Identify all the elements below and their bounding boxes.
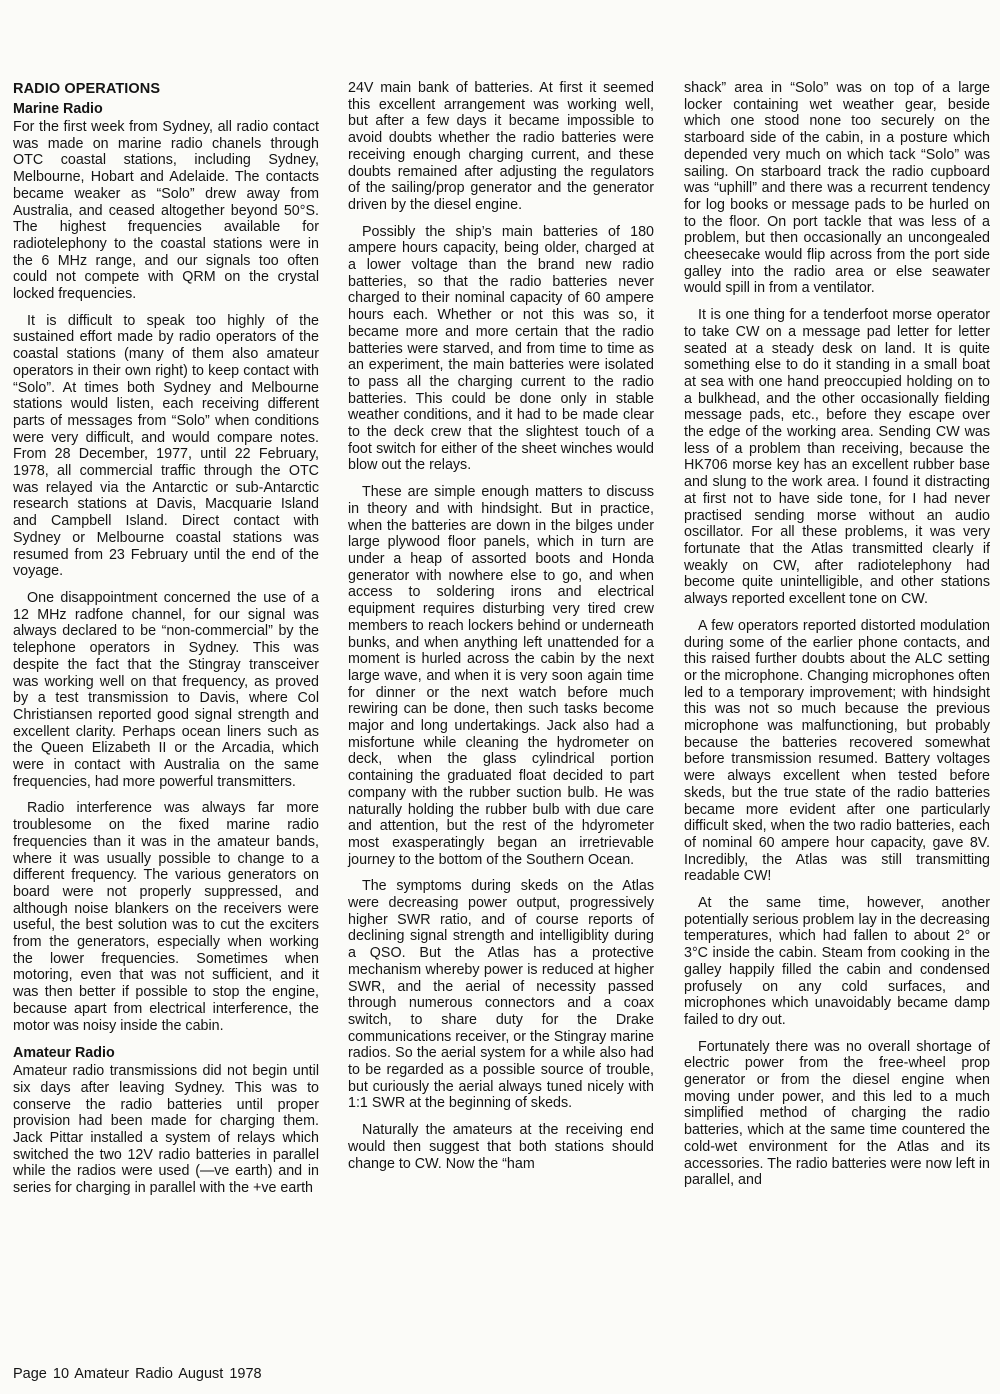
paragraph: At the same time, however, another potentially serious problem lay in the decreasing temperatures, which had fallen to about 2° or 3°C inside the cabin. Steam from cooking in the galley happily filled the cabin and condensed profusely on any cold surfaces, and microphones which unavoidably became damp failed to dry out. xyxy=(684,895,990,1028)
paragraph: For the first week from Sydney, all radio contact was made on marine radio chanels through OTC coastal stations, including Sydney, Melbourne, Hobart and Adelaide. The contacts became weaker as “Solo” drew away from Australia, and ceased altogether beyond 50°S. The highest frequencies available for radiotelephony to the coastal stations were in the 6 MHz range, and our signals too often could not compete with QRM on the crystal locked frequencies. xyxy=(13,119,319,303)
paragraph: 24V main bank of batteries. At first it seemed this excellent arrangement was working well, but after a few days it became impossible to avoid doubts whether the radio batteries were receiving enough charging current, and these doubts remained after adjusting the regulators of the sailing/prop generator and the generator driven by the diesel engine. xyxy=(348,80,654,213)
subheading-marine-radio: Marine Radio xyxy=(13,101,103,117)
paragraph: shack” area in “Solo” was on top of a large locker containing wet weather gear, beside which one stood none too securely on the starboard side of the cabin, in a posture which depended very much on which tack “Solo” was sailing. On starboard track the radio cupboard was “uphill” and there was a recurrent tendency for log books or message pads to be hurled on to the floor. On port tackle that was less of a problem, but then occasionally an uncongealed cheesecake would flip across from the port side galley into the radio area or else seawater would spill in from a ventilator. xyxy=(684,80,990,297)
page-footer: Page 10 Amateur Radio August 1978 xyxy=(13,1366,262,1382)
column-1 xyxy=(13,80,319,1207)
paragraph: Naturally the amateurs at the receiving end would then suggest that both stations should change to CW. Now the “ham xyxy=(348,1122,654,1172)
section-title: RADIO OPERATIONS xyxy=(13,81,161,97)
paragraph: These are simple enough matters to discuss in theory and with hindsight. But in practice, when the batteries are down in the bilges under large plywood floor panels, which in turn are under a heap of assorted boots and Honda generator with nowhere else to go, and when access to soldering irons and electrical equipment requires disturbing very tired crew members to reach lockers behind or underneath bunks, and when anything left unattended for a moment is hurled across the cabin by the next large wave, and when it is very soon again time for dinner or the next watch before much rewiring can be done, then such tasks become major and long undertakings. Jack also had a misfortune while cleaning the hydrometer on deck, when the glass cylindrical portion containing the graduated float decided to part company with the rubber suction bulb. He was naturally holding the rubber bulb with due care and attention, but the rest of the hdyrometer most exasperatingly began an irretrievable journey to the bottom of the Southern Ocean. xyxy=(348,484,654,868)
paragraph: Radio interference was always far more troublesome on the fixed marine radio frequencies than it was in the amateur bands, where it was usually possible to change to a different frequency. The various generators on board were not properly suppressed, and although noise blankers on the receivers were useful, the best solution was to cut the exciters from the generators, especially when working the lower frequencies. Sometimes when motoring, even that was not sufficient, and it was then better if possible to stop the engine, because apart from electrical interference, the motor was noisy inside the cabin. xyxy=(13,800,319,1034)
paragraph: The symptoms during skeds on the Atlas were decreasing power output, progressively higher SWR ratio, and of course reports of declining signal strength and intelligiblity during a QSO. But the Atlas has a protective mechanism whereby power is reduced at higher SWR, and the aerial of necessity passed through numerous connectors and a coax switch, to share duty for the Drake communications receiver, or the Stingray marine radios. So the aerial system for a while also had to be regarded as a possible source of trouble, but curiously the aerial always tuned nicely with 1:1 SWR at the beginning of skeds. xyxy=(348,878,654,1112)
paragraph: Amateur radio transmissions did not begin until six days after leaving Sydney. This was to conserve the radio batteries until proper provision had been made for charging them. Jack Pittar installed a system of relays which switched the two 12V radio batteries in parallel while the radios were used (—ve earth) and in series for charging in parallel with the +ve earth xyxy=(13,1063,319,1197)
paragraph: It is one thing for a tenderfoot morse operator to take CW on a message pad letter for letter seated at a steady desk on land. It is quite something else to do it standing in a small boat at sea with one hand preoccupied holding on to a bulkhead, and the other occasionally fielding message pads, etc., before they escape over the edge of the working area. Sending CW was less of a problem than receiving, because the HK706 morse key has an excellent rubber base and slung to the work area. I found it distracting at first not to have side tone, for I had never practised sending morse without an audio oscillator. For all these problems, it was very fortunate that the Atlas transmitted clearly if weakly on CW, after radiotelephony had become quite unintelligible, and other stations always reported excellent tone on CW. xyxy=(684,307,990,608)
paragraph: Possibly the ship’s main batteries of 180 ampere hours capacity, being older, charged at a lower voltage than the brand new radio batteries, so that the radio batteries never charged to their nominal capacity of 60 ampere hours each. Whether or not this was so, it became more and more certain that the radio batteries were starved, and from time to time as an experiment, the main batteries were isolated to pass all the charging current to the radio batteries. This could be done only in stable weather conditions, and it had to be made clear to the deck crew that the slightest touch of a foot switch for either of the sheet winches would blow out the relays. xyxy=(348,223,654,474)
column-3 xyxy=(684,80,990,1199)
column-2 xyxy=(348,80,654,1182)
paragraph: It is difficult to speak too highly of the sustained effort made by radio operators of the coastal stations (many of them also amateur operators in their own right) to keep contact with “Solo”. At times both Sydney and Melbourne stations would listen, each receiving different parts of messages from “Solo” when conditions were very difficult, and would compare notes. From 28 December, 1977, until 22 February, 1978, all commercial traffic through the OTC was relayed via the Antarctic or sub-Antarctic research stations at Davis, Macquarie Island and Campbell Island. Direct contact with Sydney or Melbourne coastal stations was resumed from 23 February until the end of the voyage. xyxy=(13,312,319,580)
paragraph: A few operators reported distorted modulation during some of the earlier phone contacts, and this raised further doubts about the ALC setting or the microphone. Changing microphones often led to a temporary improvement; with hindsight this was not so much because the previous microphone was malfunctioning, but probably because the batteries recovered somewhat before transmission resumed. Battery voltages were always excellent when tested before skeds, but the true state of the radio batteries became more evident after one particularly difficult sked, when the two radio batteries, each of nominal 60 ampere hour capacity, gave 8V. Incredibly, the Atlas was still transmitting readable CW! xyxy=(684,617,990,885)
subheading-amateur-radio: Amateur Radio xyxy=(13,1045,115,1062)
paragraph: Fortunately there was no overall shortage of electric power from the free-wheel prop generator or from the diesel engine when moving under power, and this led to a much simplified method of charging the radio batteries, which at the same time countered the cold-wet environment for the Atlas and its accessories. The radio batteries were now left in parallel, and xyxy=(684,1038,990,1189)
paragraph: One disappointment concerned the use of a 12 MHz radfone channel, for our signal was always declared to be “non-commercial” by the telephone operators in Sydney. This was despite the fact that the Stingray transceiver was working well on that frequency, as proved by a test transmission to Davis, where Col Christiansen reported good signal strength and excellent clarity. Perhaps ocean liners such as the Queen Elizabeth II or the Arcadia, which were in contact with Australia on the same frequencies, had more powerful transmitters. xyxy=(13,589,319,790)
